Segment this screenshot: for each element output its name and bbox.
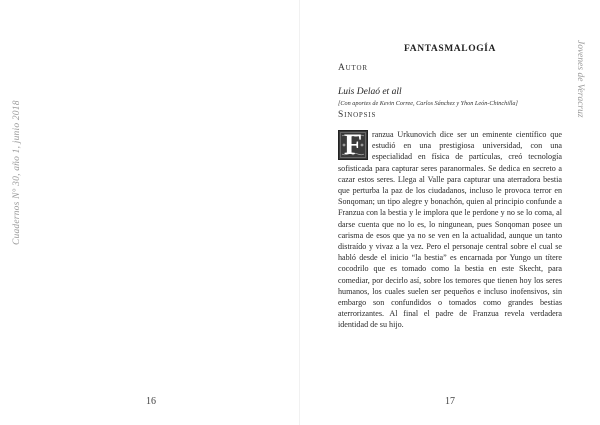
ornamental-dropcap	[338, 130, 368, 160]
right-page-number: 17	[445, 396, 455, 407]
article	[338, 44, 562, 331]
left-page-number: 16	[146, 396, 156, 407]
synopsis-label: Sinopsis	[338, 110, 377, 120]
dropcap-letter: F	[343, 128, 363, 161]
contributors-note: [Con aportes de Kevin Corree, Carlos Sánchez y Yhon León-Chinchilla]	[338, 100, 518, 107]
synopsis-body	[338, 129, 562, 331]
article-title: FANTASMALOGÍA	[404, 44, 496, 54]
left-running-head: Cuadernos N° 30, año 1, junio 2018	[12, 100, 22, 245]
right-running-head: Jovenes de Veracruz	[575, 40, 585, 118]
author-label: Autor	[338, 63, 368, 73]
synopsis-text: ranzua Urkunovich dice ser un eminente científico que estudió en una prestigiosa universidad, con una especialidad en física de partículas, creó tecnología sofisticada para capturar seres paranormales. Se dedica en secreto a cazar estos seres. Llega al Valle para capturar una aterradora bestia que perturba la paz de los ciudadanos, incluso le provoca terror en Sonqoman; un tipo alegre y bonachón, quien al principio confunde a Franzua con la bestia y le implora que le perdone y no se lo coma, al darse cuenta que no lo es, lo ningunean, pues Sonqoman posee un carisma de esos que ya no se ven en la actualidad, aunque un tanto distraído y vivaz a la vez. Pero el personaje central sobre el cual se habló desde el inicio “la bestia” es encarnada por Yungo un títere cocodrilo que es tomado como la bestia en este Skecht, para comediar, por decirlo así, sobre los temores que tienen hoy los seres humanos, los cuales suelen ser pequeños e incluso inofensivos, sin embargo son confundidos o tomados como grandes bestias aterrorizantes. Al final el padre de Franzua revela verdadera identidad de su hijo.	[338, 130, 562, 330]
author-name: Luis Delaó et all	[338, 87, 402, 97]
gutter	[299, 0, 300, 425]
